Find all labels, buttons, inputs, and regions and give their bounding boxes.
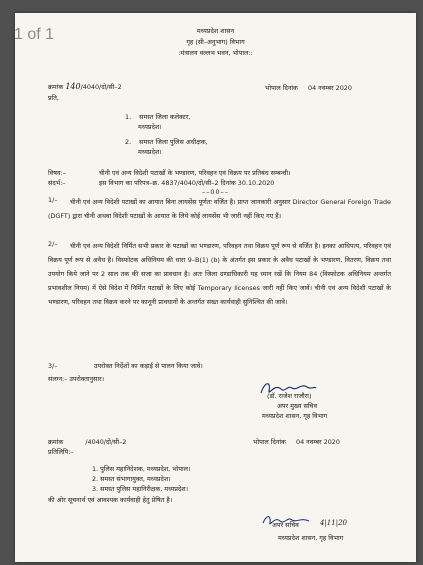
- copy-recipient-3: 3. समस्त पुलिस महानिरीक्षक, मध्यप्रदेश।: [92, 485, 189, 493]
- copy-label: प्रतिलिपि:–: [48, 448, 74, 456]
- signatory-2-title: अपर सचिव: [272, 521, 299, 529]
- signatory-1-name: (डॉ. राजेश राजौरा): [267, 392, 312, 400]
- signatory-1-title: अपर मुख्य सचिव: [277, 402, 318, 410]
- copy-letter-number: क्रमांक /4040/दो/सी–2: [48, 438, 127, 446]
- recipient-2: 2. समस्त जिला पुलिस अधीक्षक,: [125, 138, 208, 146]
- copy-recipient-1: 1. पुलिस महानिदेशक, मध्यप्रदेश, भोपाल।: [92, 465, 191, 473]
- reference-text: इस विभाग का परिपत्र–क्र. 4837/4040/दो/सी–2 दिनांक 30.10.2020: [99, 179, 275, 187]
- to-label: प्रति,: [48, 94, 59, 102]
- separator: ––00––: [202, 188, 229, 196]
- recipient-2-state: मध्यप्रदेश।: [138, 148, 162, 156]
- copy-letter-date: भोपाल दिनांक 04 नवम्बर 2020: [253, 438, 340, 446]
- document-page: [15, 13, 416, 562]
- para-3-number: 3/–: [48, 362, 58, 370]
- signatory-2-date: 4|11|20: [320, 519, 347, 527]
- para-2: चीनी एवं अन्य विदेशी निर्मित सभी प्रकार के पटाखों का भण्डारण, परिवहन तथा विक्रय पूर्ण रूप से वर्जित है। इनका आधिपत्य, परिवहन एवं विक्रय पूर्ण रूप से अवैध है। विस्फोटक अधिनियम की धारा 9–B(1) (b) के अंतर्गत इस प्रकार के अवैध पटाखों के भण्डारण, वितरण, विक्रय तथा उपयोग किये जाने पर 2 साल तक की सजा का प्रावधान है। अतः जिला दण्डाधिकारी यह ध्यान रखें कि नियम 84 (विस्फोटक अधिनियम अन्तर्गत प्रभावशील नियम) में ऐसे विदेश में निर्मित पटाखों के लिए कोई Temporary licenses जारी नहीं किए जावें। चीनी एवं अन्य विदेशी पटाखों के भण्डारण, परिवहन तथा विक्रय करने पर कानूनी प्रावधानों के अन्तर्गत सख्त कार्यवाही सुनिश्चित की जावे।: [48, 242, 391, 306]
- para-1-number: 1/–: [48, 196, 58, 204]
- signatory-2-department: मध्यप्रदेश शासन, गृह विभाग: [278, 534, 344, 542]
- header-state: मध्यप्रदेश शासन: [196, 27, 235, 35]
- subject-label: विषय:–: [48, 169, 66, 177]
- handwritten-number: 140: [65, 82, 81, 91]
- para-3: उपरोक्त निर्देशों का कड़ाई से पालन किया जावे।: [94, 362, 203, 370]
- copy-action-line: की ओर सूचनार्थ एवं आवश्यक कार्यवाही हेतु प्रेषित है।: [48, 496, 173, 504]
- reference-label: संदर्भ:–: [48, 179, 66, 187]
- letter-number: क्रमांक 140/4040/दो/सी–2: [48, 82, 122, 91]
- subject-text: चीनी एवं अन्य विदेशी पटाखों के भण्डारण, परिवहन एवं विक्रय पर प्रतिबंध सम्बन्धी।: [99, 169, 291, 177]
- page-counter: 1 of 1: [14, 26, 55, 43]
- copy-recipient-2: 2. समस्त संभागायुक्त, मध्यप्रदेश।: [92, 475, 171, 483]
- recipient-1: 1. समस्त जिला कलेक्टर,: [125, 113, 191, 121]
- header-department: गृह (सी–अनुभाग) विभाग: [186, 38, 245, 46]
- para-1: चीनी एवं अन्य विदेशी पटाखों का आयात बिना लायसेंस पूर्णतः वर्जित है। प्राप्त जानकारी अनुसार Director General Foreign Trade (DGFT) द्वारा चीनी अथवा विदेशी पटाखों के आयात के लिये कोई लायसेंस भी जारी नहीं किए गए हैं।: [48, 198, 391, 220]
- letter-date: भोपाल दिनांक 04 नवम्बर 2020: [265, 84, 352, 92]
- enclosure-note: संलग्न:– उपरोक्तानुसार।: [48, 375, 105, 383]
- recipient-1-state: मध्यप्रदेश।: [138, 123, 162, 131]
- para-2-number: 2/–: [48, 240, 58, 248]
- header-address: :मंत्रालय वल्लभ भवन, भोपाल::: [178, 49, 253, 57]
- signatory-1-department: मध्यप्रदेश शासन, गृह विभाग: [262, 412, 328, 420]
